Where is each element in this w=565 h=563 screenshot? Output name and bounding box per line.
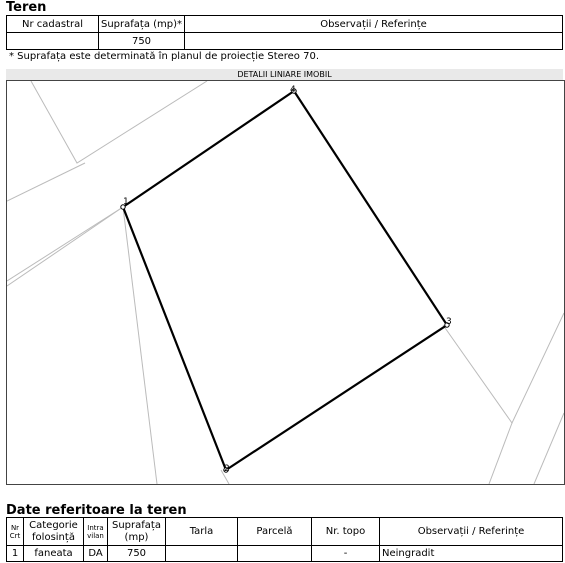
teren-table (6, 15, 563, 50)
vertex-label: 4 (290, 85, 296, 95)
cell-observatii (185, 33, 563, 50)
header-observatii-referinte: Observații / Referințe (380, 518, 563, 546)
projection-note: * Suprafața este determinată în planul de proiecție Stereo 70. (9, 51, 320, 62)
parcel-boundary (123, 91, 447, 470)
parcel-map-drawing (7, 81, 564, 484)
header-intravilan: Intra vilan (84, 518, 108, 546)
cell-observatii-referinte: Neingradit (380, 546, 563, 562)
vertex-label: 1 (123, 197, 129, 207)
header-suprafata: Suprafața (mp)* (99, 16, 185, 33)
header-observatii: Observații / Referințe (185, 16, 563, 33)
table-row (7, 546, 563, 562)
date-teren-table (6, 517, 563, 562)
cell-suprafata-mp: 750 (108, 546, 166, 562)
header-nr-cadastral: Nr cadastral (7, 16, 99, 33)
table-row (7, 33, 563, 50)
cell-parcela (238, 546, 312, 562)
cell-tarla (166, 546, 238, 562)
header-nr-crt: Nr Crt (7, 518, 24, 546)
cell-nr-topo: - (312, 546, 380, 562)
header-categorie: Categorie folosință (24, 518, 84, 546)
header-parcela: Parcelă (238, 518, 312, 546)
teren-title: Teren (6, 0, 47, 15)
map-header: DETALII LINIARE IMOBIL (6, 69, 563, 80)
vertex-label: 3 (446, 317, 452, 327)
date-teren-title: Date referitoare la teren (6, 503, 187, 518)
vertex-label: 2 (224, 464, 230, 474)
header-nr-topo: Nr. topo (312, 518, 380, 546)
header-tarla: Tarla (166, 518, 238, 546)
parcel-map (6, 80, 565, 485)
cell-nr-cadastral (7, 33, 99, 50)
cell-categorie: faneata (24, 546, 84, 562)
cell-intravilan: DA (84, 546, 108, 562)
header-suprafata-mp: Suprafața (mp) (108, 518, 166, 546)
teren-table-header (7, 16, 563, 33)
date-teren-header (7, 518, 563, 546)
neighbour-lines (7, 81, 564, 484)
cell-nr-crt: 1 (7, 546, 24, 562)
cell-suprafata: 750 (99, 33, 185, 50)
